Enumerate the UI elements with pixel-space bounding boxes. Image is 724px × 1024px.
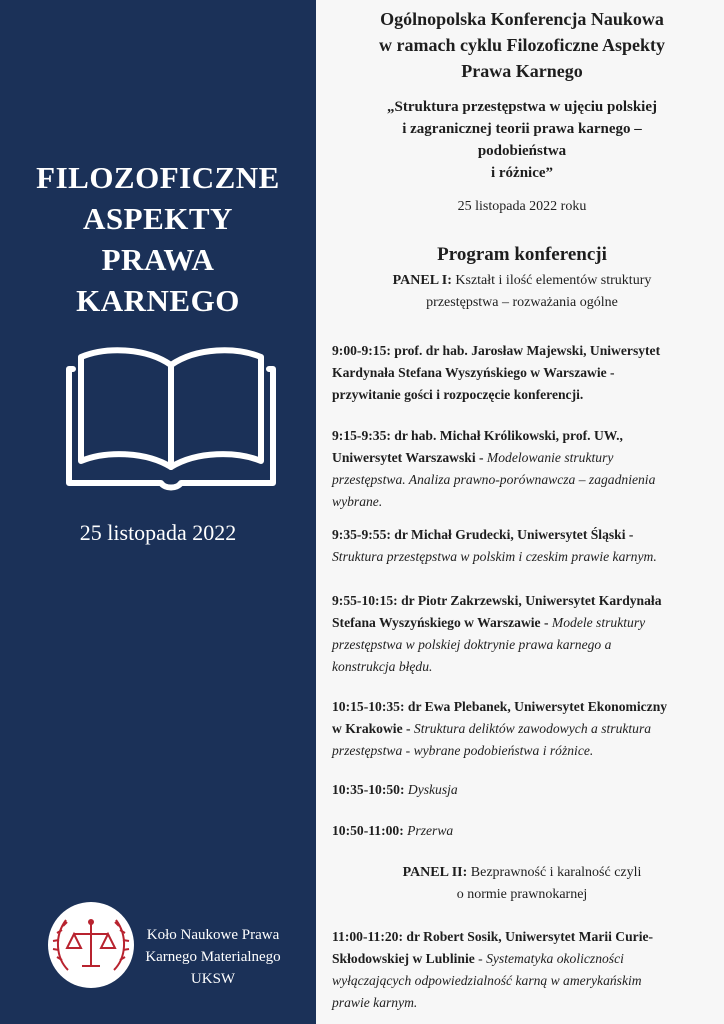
program-item-break: 10:50-11:00: Przerwa	[332, 823, 454, 838]
program-item-discussion: 10:35-10:50: Dyskusja	[332, 782, 458, 797]
program-item: 9:35-9:55: dr Michał Grudecki, Uniwersytet Śląski - Struktura przestępstwa w polskim i czeskim prawie karnym.	[332, 527, 657, 564]
panel-1-heading: PANEL I: Kształt i ilość elementów struktury przestępstwa – rozważania ogólne	[392, 273, 652, 310]
open-book-icon	[65, 343, 277, 493]
panel-2-heading: PANEL II: Bezprawność i karalność czyli o normie prawnokarnej	[402, 865, 642, 902]
program-item: 9:15-9:35: dr hab. Michał Królikowski, prof. UW., Uniwersytet Warszawski - Modelowanie struktury przestępstwa. Analiza prawno-porównawcza – zagadnienia wybrane.	[332, 428, 656, 509]
program-item: 9:55-10:15: dr Piotr Zakrzewski, Uniwersytet Kardynała Stefana Wyszyńskiego w Warszawie - Modele struktury przestępstwa w polskiej doktrynie prawa karnego a konstrukcja błędu.	[332, 593, 662, 674]
scales-of-justice-seal-icon	[46, 900, 136, 990]
conference-date: 25 listopada 2022 roku	[457, 199, 587, 214]
sidebar-title: FILOZOFICZNE ASPEKTY PRAWA KARNEGO	[36, 160, 280, 318]
program-item: 11:00-11:20: dr Robert Sosik, Uniwersytet Marii Curie- Skłodowskiej w Lublinie - Systematyka okoliczności wyłączających odpowiedzialność karną w amerykańskim prawie karnym.	[332, 929, 654, 1010]
club-name: Koło Naukowe Prawa Karnego Materialnego UKSW	[145, 927, 281, 987]
conference-subtitle: „Struktura przestępstwa w ujęciu polskiej i zagranicznej teorii prawa karnego – podobieństwa i różnice”	[387, 99, 657, 181]
sidebar-date: 25 listopada 2022	[79, 520, 237, 545]
program-title: Program konferencji	[437, 244, 607, 265]
program-item: 10:15-10:35: dr Ewa Plebanek, Uniwersytet Ekonomiczny w Krakowie - Struktura deliktów zawodowych a struktura przestępstwa - wybrane podobieństwa i różnice.	[332, 699, 668, 758]
program-item: 9:00-9:15: prof. dr hab. Jarosław Majewski, Uniwersytet Kardynała Stefana Wyszyńskiego w Warszawie - przywitanie gości i rozpoczęcie konferencji.	[332, 343, 661, 402]
sidebar	[0, 0, 316, 1024]
conference-title: Ogólnopolska Konferencja Naukowa w ramach cyklu Filozoficzne Aspekty Prawa Karnego	[379, 9, 665, 81]
